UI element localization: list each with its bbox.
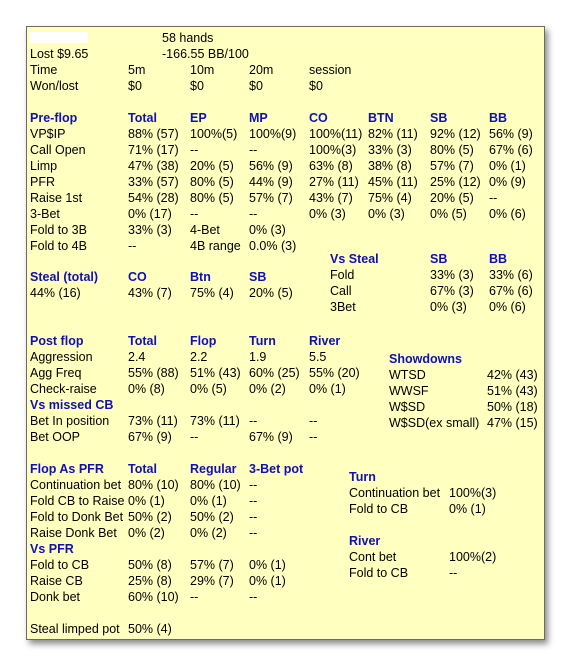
preflop-stat-value: 88% (57) bbox=[128, 127, 179, 141]
missed-cb-value: -- bbox=[309, 430, 318, 444]
showdown-row-label: WTSD bbox=[389, 368, 426, 382]
postflop-row-label: Check-raise bbox=[30, 382, 97, 396]
turn-title: Turn bbox=[349, 470, 376, 484]
preflop-row-label: Raise 1st bbox=[30, 191, 83, 205]
missed-cb-value: -- bbox=[190, 430, 199, 444]
missed-cb-value: -- bbox=[249, 414, 258, 428]
missed-cb-value: 73% (11) bbox=[128, 414, 178, 428]
postflop-stat-value: 0% (2) bbox=[249, 382, 286, 396]
preflop-row-label: Fold to 3B bbox=[30, 223, 87, 237]
flop-pfr-value: 50% (2) bbox=[128, 510, 172, 524]
steal-limped-value: 50% (4) bbox=[128, 622, 172, 636]
flop-pfr-row-label: Fold CB to Raise bbox=[30, 494, 125, 508]
flop-pfr-value: 0% (1) bbox=[190, 494, 227, 508]
lost-amount: Lost $9.65 bbox=[30, 47, 89, 61]
preflop-stat-value: 0% (6) bbox=[489, 207, 526, 221]
preflop-stat-value: -- bbox=[128, 239, 137, 253]
preflop-column-header: SB bbox=[430, 111, 448, 125]
preflop-stat-value: 0% (3) bbox=[309, 207, 346, 221]
preflop-stat-value: 63% (8) bbox=[309, 159, 353, 173]
postflop-stat-value: 60% (25) bbox=[249, 366, 300, 380]
flop-pfr-column-header: Flop As PFR bbox=[30, 462, 104, 476]
preflop-stat-value: -- bbox=[190, 207, 199, 221]
flop-pfr-row-label: Continuation bet bbox=[30, 478, 122, 492]
postflop-row-label: Agg Freq bbox=[30, 366, 82, 380]
preflop-stat-value: 80% (5) bbox=[190, 191, 234, 205]
vs-pfr-row-label: Fold to CB bbox=[30, 558, 90, 572]
steal-limped-label: Steal limped pot bbox=[30, 622, 120, 636]
flop-pfr-column-header: Total bbox=[128, 462, 157, 476]
postflop-stat-value: 55% (20) bbox=[309, 366, 360, 380]
vs-steal-row-label: Call bbox=[330, 284, 352, 298]
preflop-column-header: Total bbox=[128, 111, 157, 125]
preflop-stat-value: 100%(3) bbox=[309, 143, 357, 157]
postflop-stat-value: 2.4 bbox=[128, 350, 146, 364]
preflop-stat-value: 33% (3) bbox=[128, 223, 172, 237]
preflop-stat-value: 100%(11) bbox=[309, 127, 363, 141]
missed-cb-value: 73% (11) bbox=[190, 414, 240, 428]
flop-pfr-row-label: Fold to Donk Bet bbox=[30, 510, 124, 524]
vs-steal-value: 0% (6) bbox=[489, 300, 526, 314]
hands-count: 58 hands bbox=[162, 31, 214, 45]
vs-steal-value: 33% (3) bbox=[430, 268, 474, 282]
missed-cb-row-label: Bet OOP bbox=[30, 430, 81, 444]
preflop-column-header: EP bbox=[190, 111, 207, 125]
flop-pfr-column-header: Regular bbox=[190, 462, 237, 476]
turn-row-label: Fold to CB bbox=[349, 502, 409, 516]
steal-value: 43% (7) bbox=[128, 286, 172, 300]
preflop-stat-value: 4-Bet bbox=[190, 223, 220, 237]
preflop-stat-value: 92% (12) bbox=[430, 127, 481, 141]
missed-cb-value: -- bbox=[309, 414, 318, 428]
vs-pfr-value: -- bbox=[190, 590, 199, 604]
preflop-stat-value: 33% (3) bbox=[368, 143, 412, 157]
steal-header: Btn bbox=[190, 270, 211, 284]
postflop-column-header: Total bbox=[128, 334, 157, 348]
showdown-value: 50% (18) bbox=[487, 400, 538, 414]
vs-pfr-value: 50% (8) bbox=[128, 558, 172, 572]
steal-value: 75% (4) bbox=[190, 286, 234, 300]
flop-pfr-value: 50% (2) bbox=[190, 510, 234, 524]
preflop-stat-value: 56% (9) bbox=[249, 159, 293, 173]
turn-value: 0% (1) bbox=[449, 502, 486, 516]
preflop-stat-value: -- bbox=[249, 207, 258, 221]
preflop-stat-value: 45% (11) bbox=[368, 175, 418, 189]
preflop-stat-value: 71% (17) bbox=[128, 143, 179, 157]
river-row-label: Fold to CB bbox=[349, 566, 409, 580]
bb-per-100: -166.55 BB/100 bbox=[162, 47, 249, 61]
postflop-stat-value: 0% (8) bbox=[128, 382, 165, 396]
vs-pfr-value: -- bbox=[249, 590, 258, 604]
river-title: River bbox=[349, 534, 381, 548]
time-header-cell: 20m bbox=[249, 63, 274, 77]
preflop-stat-value: 57% (7) bbox=[430, 159, 474, 173]
preflop-row-label: Limp bbox=[30, 159, 58, 173]
postflop-stat-value: 55% (88) bbox=[128, 366, 179, 380]
time-header-cell: 10m bbox=[190, 63, 215, 77]
preflop-stat-value: -- bbox=[489, 191, 498, 205]
vs-pfr-title: Vs PFR bbox=[30, 542, 74, 556]
preflop-stat-value: 56% (9) bbox=[489, 127, 533, 141]
postflop-column-header: Turn bbox=[249, 334, 276, 348]
preflop-stat-value: 25% (12) bbox=[430, 175, 481, 189]
vs-pfr-row-label: Raise CB bbox=[30, 574, 83, 588]
missed-cb-value: 67% (9) bbox=[128, 430, 172, 444]
postflop-stat-value: 0% (5) bbox=[190, 382, 227, 396]
showdowns-title: Showdowns bbox=[389, 352, 462, 366]
vs-pfr-value: 57% (7) bbox=[190, 558, 234, 572]
vs-steal-header: SB bbox=[430, 252, 448, 266]
flop-pfr-value: -- bbox=[249, 478, 258, 492]
time-header-cell: Time bbox=[30, 63, 58, 77]
showdown-value: 51% (43) bbox=[487, 384, 538, 398]
vs-pfr-value: 0% (1) bbox=[249, 574, 286, 588]
steal-value: 44% (16) bbox=[30, 286, 81, 300]
postflop-stat-value: 5.5 bbox=[309, 350, 327, 364]
postflop-column-header: Post flop bbox=[30, 334, 84, 348]
time-header-cell: session bbox=[309, 63, 352, 77]
postflop-column-header: Flop bbox=[190, 334, 217, 348]
vs-steal-header: BB bbox=[489, 252, 508, 266]
preflop-column-header: Pre-flop bbox=[30, 111, 78, 125]
postflop-column-header: River bbox=[309, 334, 341, 348]
missed-cb-row-label: Bet In position bbox=[30, 414, 110, 428]
showdown-row-label: W$SD(ex small) bbox=[389, 416, 480, 430]
vs-steal-value: 0% (3) bbox=[430, 300, 467, 314]
preflop-stat-value: 0% (5) bbox=[430, 207, 467, 221]
vs-pfr-value: 25% (8) bbox=[128, 574, 172, 588]
turn-value: 100%(3) bbox=[449, 486, 497, 500]
vs-steal-value: 67% (3) bbox=[430, 284, 474, 298]
preflop-column-header: BTN bbox=[368, 111, 394, 125]
preflop-column-header: MP bbox=[249, 111, 268, 125]
flop-pfr-value: 0% (1) bbox=[128, 494, 165, 508]
vs-steal-value: 67% (6) bbox=[489, 284, 533, 298]
preflop-stat-value: 0.0% (3) bbox=[249, 239, 297, 253]
flop-pfr-value: 80% (10) bbox=[128, 478, 179, 492]
missed-cb-value: 67% (9) bbox=[249, 430, 293, 444]
flop-pfr-value: 80% (10) bbox=[190, 478, 241, 492]
preflop-stat-value: 0% (3) bbox=[249, 223, 286, 237]
steal-header: CO bbox=[128, 270, 147, 284]
preflop-stat-value: -- bbox=[190, 143, 199, 157]
flop-pfr-value: -- bbox=[249, 494, 258, 508]
showdown-row-label: W$SD bbox=[389, 400, 426, 414]
preflop-row-label: Call Open bbox=[30, 143, 86, 157]
stats-hud-panel bbox=[26, 26, 545, 640]
vs-steal-row-label: Fold bbox=[330, 268, 355, 282]
showdown-row-label: WWSF bbox=[389, 384, 429, 398]
preflop-stat-value: 0% (1) bbox=[489, 159, 526, 173]
preflop-column-header: BB bbox=[489, 111, 508, 125]
preflop-column-header: CO bbox=[309, 111, 328, 125]
turn-row-label: Continuation bet bbox=[349, 486, 441, 500]
preflop-row-label: 3-Bet bbox=[30, 207, 60, 221]
preflop-stat-value: 44% (9) bbox=[249, 175, 293, 189]
preflop-stat-value: 54% (28) bbox=[128, 191, 179, 205]
won-lost-cell: $0 bbox=[190, 79, 204, 93]
won-lost-cell: $0 bbox=[249, 79, 263, 93]
river-value: 100%(2) bbox=[449, 550, 497, 564]
preflop-stat-value: 43% (7) bbox=[309, 191, 353, 205]
flop-pfr-row-label: Raise Donk Bet bbox=[30, 526, 117, 540]
preflop-stat-value: 38% (8) bbox=[368, 159, 412, 173]
preflop-row-label: PFR bbox=[30, 175, 55, 189]
vs-pfr-value: 0% (1) bbox=[249, 558, 286, 572]
postflop-stat-value: 0% (1) bbox=[309, 382, 346, 396]
steal-value: 20% (5) bbox=[249, 286, 293, 300]
river-value: -- bbox=[449, 566, 458, 580]
showdown-value: 47% (15) bbox=[487, 416, 538, 430]
won-lost-cell: $0 bbox=[128, 79, 142, 93]
vs-pfr-value: 60% (10) bbox=[128, 590, 179, 604]
preflop-stat-value: 100%(5) bbox=[190, 127, 238, 141]
preflop-stat-value: 20% (5) bbox=[430, 191, 474, 205]
preflop-stat-value: 75% (4) bbox=[368, 191, 412, 205]
vs-steal-row-label: 3Bet bbox=[330, 300, 356, 314]
steal-header: Steal (total) bbox=[30, 270, 99, 284]
flop-pfr-value: -- bbox=[249, 510, 258, 524]
preflop-stat-value: 20% (5) bbox=[190, 159, 234, 173]
preflop-stat-value: 57% (7) bbox=[249, 191, 293, 205]
postflop-stat-value: 1.9 bbox=[249, 350, 267, 364]
postflop-stat-value: 51% (43) bbox=[190, 366, 241, 380]
flop-pfr-value: -- bbox=[249, 526, 258, 540]
preflop-stat-value: 47% (38) bbox=[128, 159, 179, 173]
preflop-stat-value: 33% (57) bbox=[128, 175, 179, 189]
stats-content bbox=[27, 27, 544, 639]
preflop-stat-value: 67% (6) bbox=[489, 143, 533, 157]
preflop-stat-value: 0% (9) bbox=[489, 175, 526, 189]
preflop-row-label: VP$IP bbox=[30, 127, 66, 141]
showdown-value: 42% (43) bbox=[487, 368, 538, 382]
postflop-row-label: Aggression bbox=[30, 350, 93, 364]
river-row-label: Cont bet bbox=[349, 550, 397, 564]
flop-pfr-value: 0% (2) bbox=[128, 526, 165, 540]
preflop-stat-value: 100%(9) bbox=[249, 127, 297, 141]
preflop-stat-value: 0% (17) bbox=[128, 207, 172, 221]
vs-missed-cb-title: Vs missed CB bbox=[30, 398, 114, 412]
preflop-row-label: Fold to 4B bbox=[30, 239, 87, 253]
vs-steal-header: Vs Steal bbox=[330, 252, 379, 266]
preflop-stat-value: 4B range bbox=[190, 239, 241, 253]
vs-pfr-value: 29% (7) bbox=[190, 574, 234, 588]
won-lost-cell: Won/lost bbox=[30, 79, 79, 93]
flop-pfr-value: 0% (2) bbox=[190, 526, 227, 540]
time-header-cell: 5m bbox=[128, 63, 146, 77]
won-lost-cell: $0 bbox=[309, 79, 323, 93]
vs-pfr-row-label: Donk bet bbox=[30, 590, 81, 604]
preflop-stat-value: 27% (11) bbox=[309, 175, 359, 189]
steal-header: SB bbox=[249, 270, 267, 284]
preflop-stat-value: 80% (5) bbox=[190, 175, 234, 189]
vs-steal-value: 33% (6) bbox=[489, 268, 533, 282]
preflop-stat-value: 0% (3) bbox=[368, 207, 405, 221]
preflop-stat-value: 82% (11) bbox=[368, 127, 418, 141]
preflop-stat-value: 80% (5) bbox=[430, 143, 474, 157]
preflop-stat-value: -- bbox=[249, 143, 258, 157]
postflop-stat-value: 2.2 bbox=[190, 350, 208, 364]
flop-pfr-column-header: 3-Bet pot bbox=[249, 462, 304, 476]
